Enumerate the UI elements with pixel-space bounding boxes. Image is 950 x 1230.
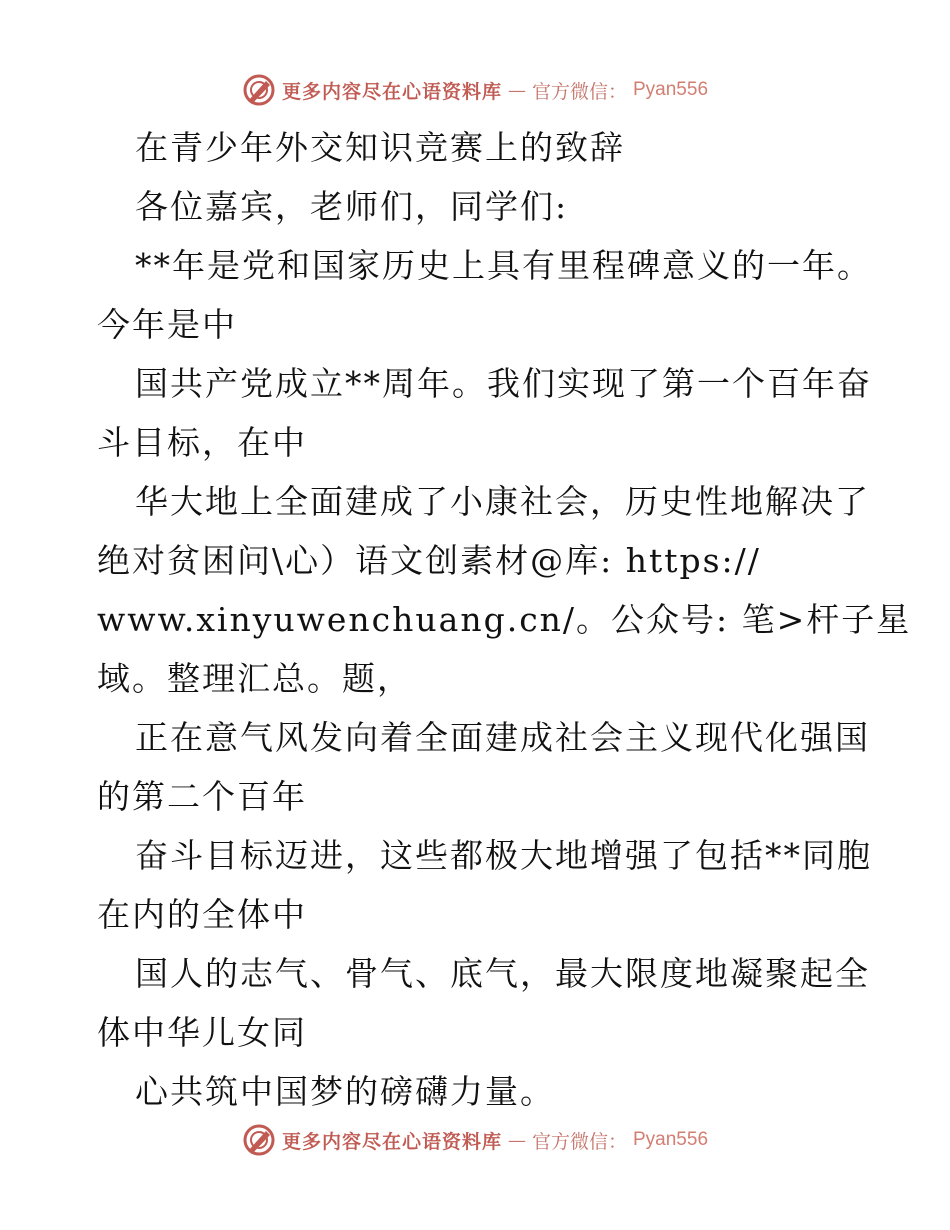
document-title: 在青少年外交知识竞赛上的致辞	[135, 128, 625, 167]
watermark-wechat-label: 官方微信：	[531, 1130, 627, 1153]
footer-watermark	[0, 1120, 950, 1160]
paragraph-line: 国共产党成立**周年。我们实现了第一个百年奋	[135, 364, 872, 403]
paragraph-line: 绝对贫困问\心）语文创素材@库: https://	[97, 541, 761, 580]
paragraph-line: 在内的全体中	[97, 895, 307, 934]
paragraph-line: 正在意气风发向着全面建成社会主义现代化强国	[135, 718, 870, 757]
paragraph-line: 心共筑中国梦的磅礴力量。	[135, 1072, 555, 1111]
salutation: 各位嘉宾，老师们，同学们:	[135, 187, 569, 226]
watermark-wechat-label: 官方微信：	[531, 80, 627, 103]
header-watermark	[0, 70, 950, 110]
paragraph-line: 域。整理汇总。题，	[97, 659, 412, 698]
paragraph-line: 国人的志气、骨气、底气，最大限度地凝聚起全	[135, 954, 870, 993]
paragraph-line: 体中华儿女同	[97, 1013, 307, 1052]
document-body	[97, 118, 912, 1121]
paragraph-line: 今年是中	[97, 305, 237, 344]
paragraph-line: www.xinyuwenchuang.cn/。公众号: 笔>杆子星	[97, 600, 912, 639]
paragraph-line: 华大地上全面建成了小康社会，历史性地解决了	[135, 482, 870, 521]
watermark-brand: 更多内容尽在心语资料库	[281, 1130, 502, 1153]
watermark-wechat-id: Pyan556	[633, 79, 709, 100]
watermark-wechat-id: Pyan556	[633, 1129, 709, 1150]
pen-circle-logo-icon	[242, 73, 276, 107]
pen-circle-logo-icon	[242, 1123, 276, 1157]
watermark-dash: —	[507, 1129, 526, 1151]
paragraph-line: 奋斗目标迈进，这些都极大地增强了包括**同胞	[135, 836, 872, 875]
paragraph-line: 的第二个百年	[97, 777, 307, 816]
watermark-dash: —	[507, 79, 526, 101]
paragraph-line: 斗目标，在中	[97, 423, 307, 462]
paragraph-line: **年是党和国家历史上具有里程碑意义的一年。	[135, 246, 872, 285]
watermark-brand: 更多内容尽在心语资料库	[281, 80, 502, 103]
